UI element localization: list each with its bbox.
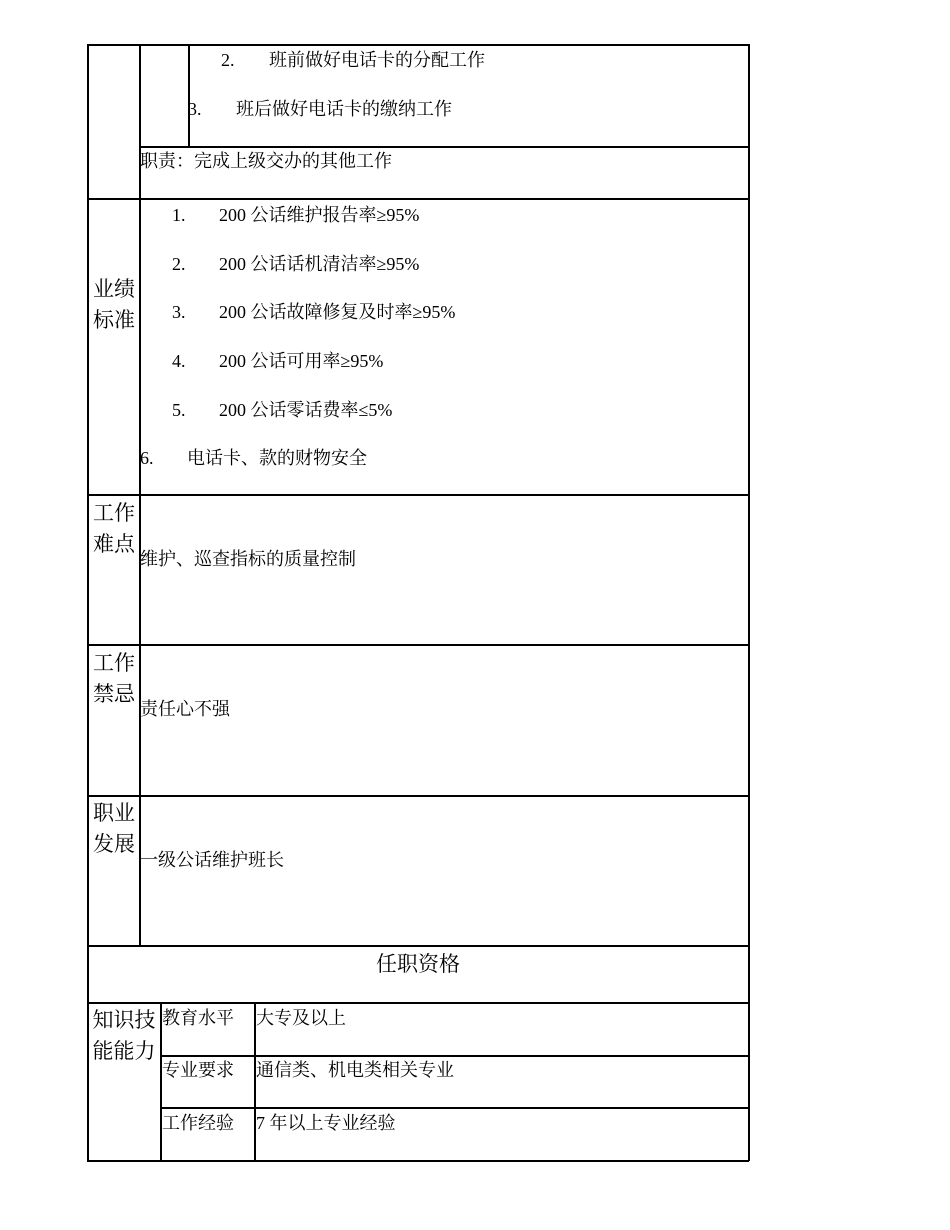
other-duty-text: 职责：完成上级交办的其他工作 bbox=[140, 151, 392, 171]
row-divider-tasks bbox=[139, 146, 749, 148]
border-left bbox=[87, 44, 89, 1161]
qualification-value: 通信类、机电类相关专业 bbox=[256, 1060, 454, 1080]
row-divider-4 bbox=[87, 795, 749, 797]
performance-item-number: 2. bbox=[172, 254, 186, 274]
task-item-number: 3. bbox=[188, 99, 202, 119]
performance-item-number: 3. bbox=[172, 302, 186, 322]
border-top bbox=[87, 44, 749, 46]
row-divider-6 bbox=[87, 1002, 749, 1004]
difficulty-text: 维护、巡查指标的质量控制 bbox=[140, 549, 356, 569]
task-item-number: 2. bbox=[221, 50, 235, 70]
taboo-label: 工作禁忌 bbox=[93, 651, 135, 706]
qualification-title: 任职资格 bbox=[376, 952, 460, 976]
performance-item-text: 200 公话零话费率≤5% bbox=[219, 400, 393, 420]
performance-item-number: 5. bbox=[172, 400, 186, 420]
performance-item-text: 200 公话维护报告率≥95% bbox=[219, 205, 420, 225]
difficulty-label: 工作难点 bbox=[93, 501, 135, 556]
task-item-text: 班前做好电话卡的分配工作 bbox=[269, 50, 485, 70]
performance-item-text: 200 公话话机清洁率≥95% bbox=[219, 254, 420, 274]
border-right bbox=[748, 44, 750, 1161]
qualification-key: 工作经验 bbox=[162, 1113, 234, 1133]
performance-item-text: 200 公话故障修复及时率≥95% bbox=[219, 302, 456, 322]
performance-item-text: 电话卡、款的财物安全 bbox=[187, 448, 367, 468]
qual-row-divider-2 bbox=[160, 1107, 749, 1109]
border-bottom bbox=[87, 1160, 749, 1162]
performance-item-number: 6. bbox=[140, 448, 154, 468]
performance-item-number: 4. bbox=[172, 351, 186, 371]
row-divider-3 bbox=[87, 644, 749, 646]
inner-divider bbox=[188, 44, 190, 146]
row-divider-1 bbox=[87, 198, 749, 200]
career-text: 一级公话维护班长 bbox=[140, 850, 284, 870]
taboo-text: 责任心不强 bbox=[140, 699, 230, 719]
row-divider-5 bbox=[87, 945, 749, 947]
qualification-value: 大专及以上 bbox=[256, 1008, 346, 1028]
qualification-key: 教育水平 bbox=[162, 1008, 234, 1028]
qual-row-divider-1 bbox=[160, 1055, 749, 1057]
performance-item-number: 1. bbox=[172, 205, 186, 225]
qualification-key: 专业要求 bbox=[162, 1060, 234, 1080]
performance-item-text: 200 公话可用率≥95% bbox=[219, 351, 384, 371]
row-divider-2 bbox=[87, 494, 749, 496]
task-item-text: 班后做好电话卡的缴纳工作 bbox=[236, 99, 452, 119]
performance-label: 业绩标准 bbox=[93, 277, 135, 332]
qualification-label: 知识技能能力 bbox=[92, 1008, 156, 1063]
qualification-value: 7 年以上专业经验 bbox=[256, 1113, 396, 1133]
career-label: 职业发展 bbox=[93, 801, 135, 856]
